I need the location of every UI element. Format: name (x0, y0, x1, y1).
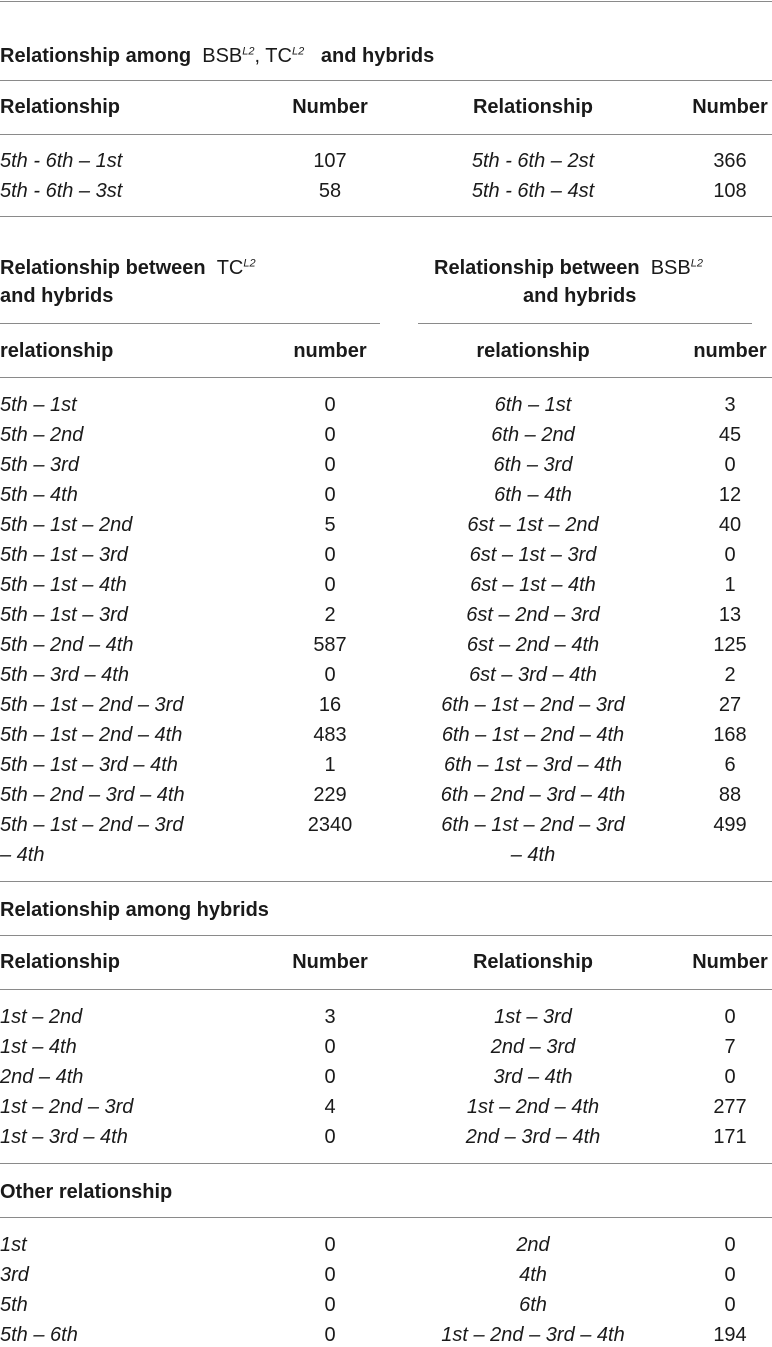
relationship-cell: 1st – 3rd – 4th (0, 1126, 128, 1148)
number-cell: 0 (724, 1066, 736, 1088)
header-number: Number (692, 951, 768, 973)
number-cell: 0 (324, 424, 336, 446)
relationship-cell: 1st – 4th (0, 1036, 77, 1058)
relationship-cell: 6th – 2nd – 3rd – 4th (440, 784, 626, 806)
header-relationship: relationship (0, 340, 114, 362)
rule (0, 80, 772, 81)
relationship-cell: 6th – 4th (494, 484, 572, 506)
number-cell: 108 (713, 180, 747, 202)
number-cell: 0 (324, 1234, 336, 1256)
rule (0, 323, 380, 324)
number-cell: 0 (324, 1066, 336, 1088)
section4-title: Other relationship (0, 1181, 173, 1203)
number-cell: 0 (324, 484, 336, 506)
number-cell: 0 (724, 1234, 736, 1256)
relationship-cell: 3rd (0, 1264, 29, 1286)
number-cell: 12 (718, 484, 742, 506)
relationship-cell: 2nd (516, 1234, 550, 1256)
header-number: Number (292, 96, 368, 118)
relationship-cell: 5th – 1st – 2nd – 3rd (0, 814, 184, 836)
relationship-cell: 1st – 2nd – 3rd – 4th (441, 1324, 625, 1346)
relationship-cell: 6st – 1st – 3rd (469, 544, 597, 566)
header-relationship: Relationship (472, 96, 593, 118)
header-number: number (293, 340, 367, 362)
rule (0, 1217, 772, 1218)
number-cell: 0 (324, 1294, 336, 1316)
number-cell: 0 (324, 544, 336, 566)
number-cell: 0 (324, 1264, 336, 1286)
section2-left-title: Relationship between $TC^{L2}$ (0, 257, 256, 279)
relationship-cell: 5th – 1st – 2nd (0, 514, 133, 536)
number-cell: 125 (713, 634, 747, 656)
relationship-cell: 5th – 1st – 3rd (0, 604, 128, 626)
number-cell: 13 (718, 604, 742, 626)
rule (0, 134, 772, 135)
number-cell: 229 (313, 784, 347, 806)
relationship-cell: 2nd – 3rd – 4th (465, 1126, 601, 1148)
relationship-cell: 5th - 6th – 4st (471, 180, 595, 202)
number-cell: 366 (713, 150, 747, 172)
relationship-cell: 5th – 2nd – 3rd – 4th (0, 784, 185, 806)
number-cell: 0 (324, 394, 336, 416)
continuation-right: – 4th (510, 844, 556, 866)
relationship-cell: 2nd – 4th (0, 1066, 84, 1088)
number-cell: 0 (324, 1324, 336, 1346)
relationship-cell: 5th – 1st – 4th (0, 574, 127, 596)
number-cell: 0 (324, 454, 336, 476)
relationship-cell: 6st – 1st – 4th (470, 574, 596, 596)
relationship-cell: 5th – 1st – 3rd (0, 544, 128, 566)
relationship-cell: 5th - 6th – 2st (471, 150, 595, 172)
relationship-cell: 5th – 2nd (0, 424, 84, 446)
relationship-cell: 6th – 1st (494, 394, 572, 416)
top-rule (0, 1, 772, 2)
continuation-left: – 4th (0, 844, 45, 866)
relationship-cell: 5th – 1st – 2nd – 3rd (0, 694, 184, 716)
relationship-cell: 2nd – 3rd (490, 1036, 576, 1058)
number-cell: 0 (324, 1036, 336, 1058)
section2-right-title-line2: and hybrids (523, 285, 637, 307)
number-cell: 5 (324, 514, 336, 536)
number-cell: 587 (313, 634, 347, 656)
number-cell: 1 (724, 574, 736, 596)
relationship-cell: 1st – 2nd – 4th (466, 1096, 600, 1118)
number-cell: 483 (313, 724, 347, 746)
number-cell: 4 (324, 1096, 336, 1118)
number-cell: 0 (724, 1294, 736, 1316)
section2-right-title: Relationship between $BSB^{L2}$ (434, 257, 703, 279)
section3-title: Relationship among hybrids (0, 899, 269, 921)
number-cell: 1 (324, 754, 336, 776)
relationship-cell: 1st – 2nd (0, 1006, 83, 1028)
rule (0, 989, 772, 990)
number-cell: 0 (724, 454, 736, 476)
number-cell: 45 (718, 424, 742, 446)
relationship-cell: 6th – 3rd (493, 454, 573, 476)
header-number: Number (692, 96, 768, 118)
number-cell: 40 (718, 514, 742, 536)
rule (0, 935, 772, 936)
number-cell: 58 (318, 180, 342, 202)
relationship-cell: 5th – 6th (0, 1324, 78, 1346)
relationship-cell: 5th – 3rd – 4th (0, 664, 129, 686)
number-cell: 7 (724, 1036, 736, 1058)
relationship-cell: 6st – 3rd – 4th (469, 664, 597, 686)
number-cell: 2 (724, 664, 736, 686)
relationship-cell: 6th – 1st – 2nd – 3rd (441, 814, 625, 836)
header-number: Number (292, 951, 368, 973)
number-cell: 0 (324, 574, 336, 596)
relationship-cell: 5th (0, 1294, 28, 1316)
number-cell: 3 (324, 1006, 336, 1028)
header-relationship: Relationship (0, 951, 121, 973)
relationship-cell: 1st – 2nd – 3rd (0, 1096, 134, 1118)
number-cell: 6 (724, 754, 736, 776)
rule (0, 377, 772, 378)
relationship-cell: 6th (519, 1294, 547, 1316)
number-cell: 194 (713, 1324, 747, 1346)
number-cell: 0 (324, 664, 336, 686)
relationship-cell: 3rd – 4th (493, 1066, 573, 1088)
relationship-cell: 6st – 2nd – 3rd (466, 604, 600, 626)
relationship-cell: 1st – 3rd (494, 1006, 572, 1028)
number-cell: 0 (724, 544, 736, 566)
section1-title: Relationship among $BSB^{L2}$, $TC^{L2}$ and hybrids (0, 45, 435, 67)
relationship-cell: 5th – 3rd (0, 454, 79, 476)
number-cell: 277 (713, 1096, 747, 1118)
relationship-cell: 5th – 1st – 3rd – 4th (0, 754, 178, 776)
header-relationship: Relationship (472, 951, 593, 973)
relationship-cell: 5th - 6th – 3st (0, 180, 123, 202)
rule (0, 881, 772, 882)
number-cell: 0 (724, 1264, 736, 1286)
number-cell: 16 (318, 694, 342, 716)
relationship-cell: 6th – 1st – 3rd – 4th (444, 754, 622, 776)
relationship-cell: 5th – 1st – 2nd – 4th (0, 724, 183, 746)
relationship-cell: 6th – 1st – 2nd – 3rd (441, 694, 625, 716)
header-relationship: Relationship (0, 96, 121, 118)
relationship-cell: 5th – 1st (0, 394, 77, 416)
number-cell: 171 (713, 1126, 747, 1148)
relationship-cell: 6st – 1st – 2nd (467, 514, 599, 536)
rule (0, 216, 772, 217)
rule (418, 323, 752, 324)
number-cell: 3 (724, 394, 736, 416)
number-cell: 0 (324, 1126, 336, 1148)
relationship-cell: 6th – 2nd (491, 424, 575, 446)
relationship-cell: 4th (519, 1264, 547, 1286)
section2-left-title-line2: and hybrids (0, 285, 114, 307)
rule (0, 1163, 772, 1164)
number-cell: 27 (718, 694, 742, 716)
number-cell: 168 (713, 724, 747, 746)
relationship-cell: 5th - 6th – 1st (0, 150, 123, 172)
number-cell: 0 (724, 1006, 736, 1028)
number-cell: 499 (713, 814, 747, 836)
header-relationship: relationship (476, 340, 590, 362)
relationship-cell: 6st – 2nd – 4th (466, 634, 600, 656)
number-cell: 88 (718, 784, 742, 806)
number-cell: 2 (324, 604, 336, 626)
relationship-cell: 5th – 2nd – 4th (0, 634, 134, 656)
relationship-cell: 1st (0, 1234, 27, 1256)
relationship-cell: 5th – 4th (0, 484, 78, 506)
number-cell: 107 (313, 150, 347, 172)
relationship-cell: 6th – 1st – 2nd – 4th (441, 724, 625, 746)
number-cell: 2340 (307, 814, 353, 836)
header-number: number (693, 340, 767, 362)
